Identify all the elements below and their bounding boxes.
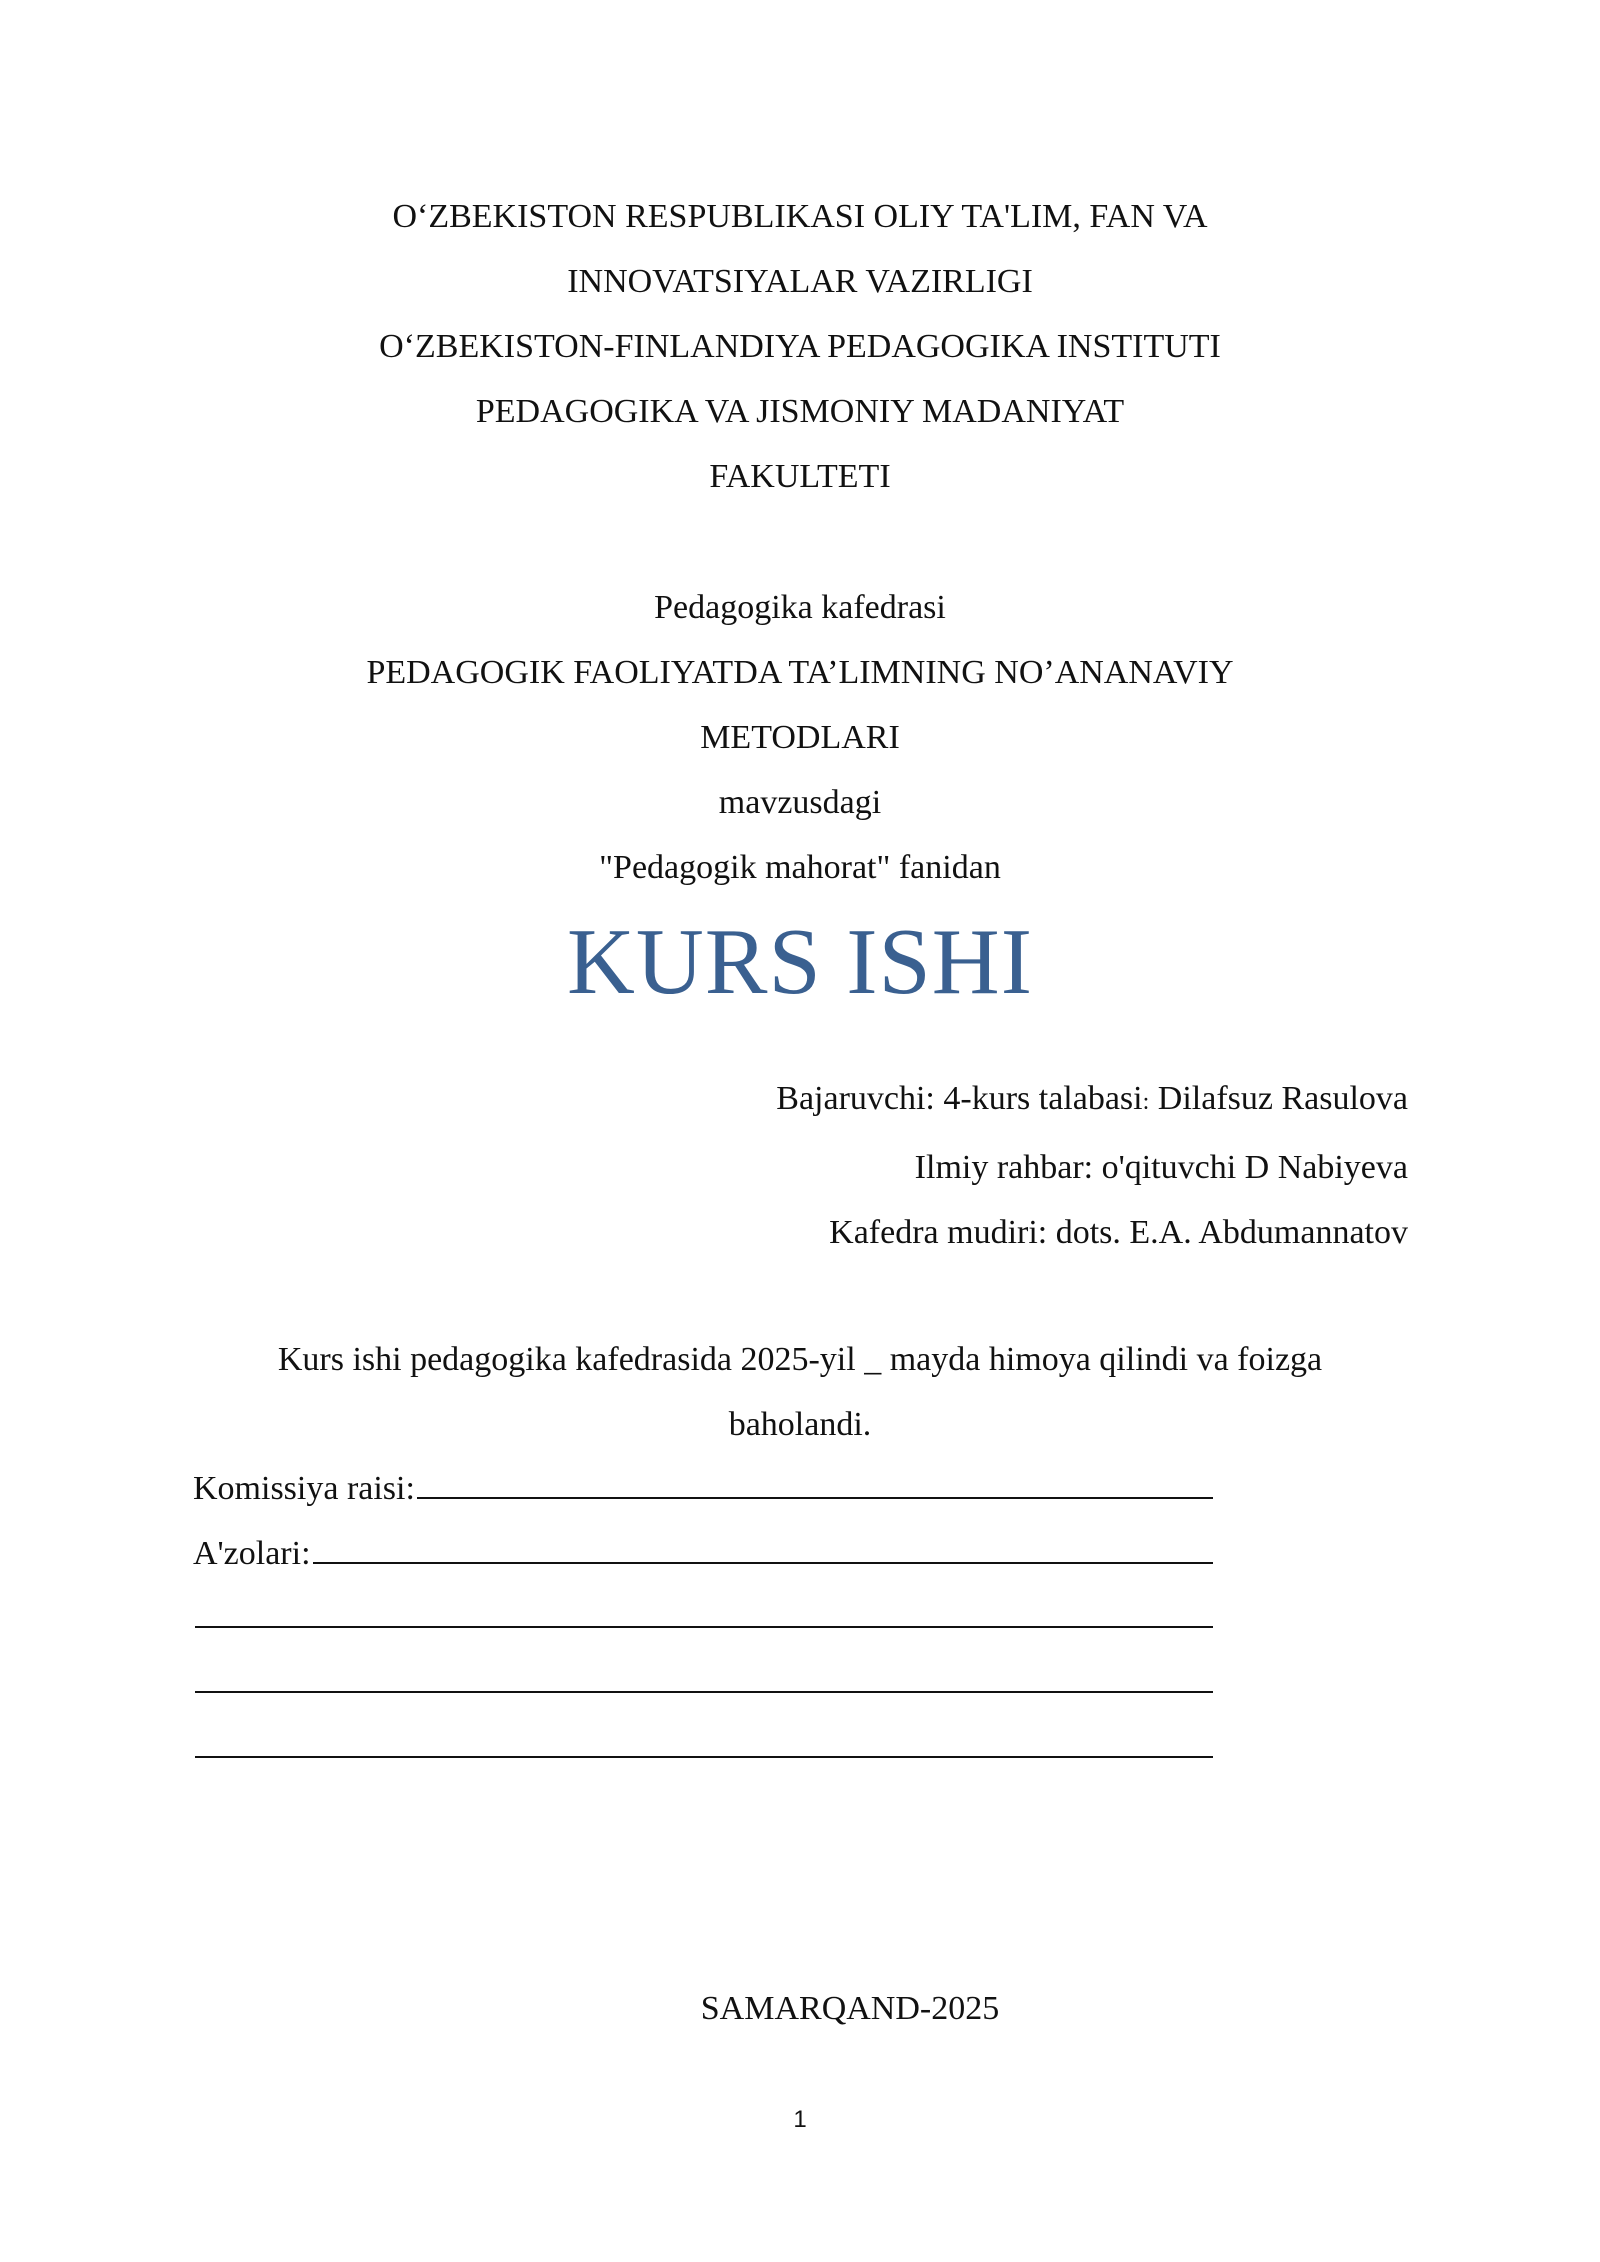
institution-line-faculty-1: PEDAGOGIKA VA JISMONIY MADANIYAT	[475, 393, 1125, 430]
defense-statement	[0, 1327, 1600, 1457]
topic-block	[0, 575, 1600, 900]
members-signature-line	[313, 1522, 1213, 1564]
department-head-line: Kafedra mudiri: dots. E.A. Abdumannatov	[829, 1214, 1408, 1251]
department-name: Pedagogika kafedrasi	[654, 589, 946, 626]
member-signature-line	[195, 1586, 1213, 1628]
topic-title-line-1: PEDAGOGIK FAOLIYATDA TA’LIMNING NO’ANANAVIY	[366, 654, 1234, 691]
roles-block	[776, 1066, 1408, 1265]
member-signature-line	[195, 1651, 1213, 1693]
member-signature-row	[193, 1586, 1213, 1651]
members-label: A'zolari:	[193, 1535, 311, 1572]
member-signature-line	[195, 1716, 1213, 1758]
topic-title-line-2: METODLARI	[700, 719, 900, 756]
defense-line-2: baholandi.	[728, 1406, 872, 1443]
member-signature-row	[193, 1651, 1213, 1716]
subject-intro: mavzusdagi	[718, 784, 882, 821]
executor-name: Dilafsuz Rasulova	[1149, 1080, 1408, 1117]
institution-line-faculty-2: FAKULTETI	[709, 458, 891, 495]
page-number: 1	[793, 2106, 807, 2133]
city-year: SAMARQAND-2025	[700, 1990, 1000, 2027]
institution-line-ministry-1: O‘ZBEKISTON RESPUBLIKASI OLIY TA'LIM, FAN VA	[392, 198, 1208, 235]
chair-label: Komissiya raisi:	[193, 1470, 415, 1507]
chair-signature-line	[417, 1457, 1213, 1499]
executor-label: Bajaruvchi: 4-kurs talabasi	[776, 1080, 1143, 1117]
defense-line-1: Kurs ishi pedagogika kafedrasida 2025-yil _ mayda himoya qilindi va foizga	[277, 1341, 1323, 1378]
executor-colon: :	[1142, 1089, 1150, 1115]
institution-header	[0, 184, 1600, 509]
members-signature-row	[193, 1521, 1213, 1586]
institution-line-institute: O‘ZBEKISTON-FINLANDIYA PEDAGOGIKA INSTITUTI	[379, 328, 1221, 365]
institution-line-ministry-2: INNOVATSIYALAR VAZIRLIGI	[567, 263, 1033, 300]
signature-block	[193, 1456, 1213, 1781]
supervisor-line: Ilmiy rahbar: o'qituvchi D Nabiyeva	[914, 1149, 1408, 1186]
chair-signature-row	[193, 1456, 1213, 1521]
executor-line	[776, 1066, 1408, 1135]
member-signature-row	[193, 1716, 1213, 1781]
document-title: KURS ISHI	[566, 910, 1033, 1014]
subject-name: "Pedagogik mahorat" fanidan	[599, 849, 1001, 886]
